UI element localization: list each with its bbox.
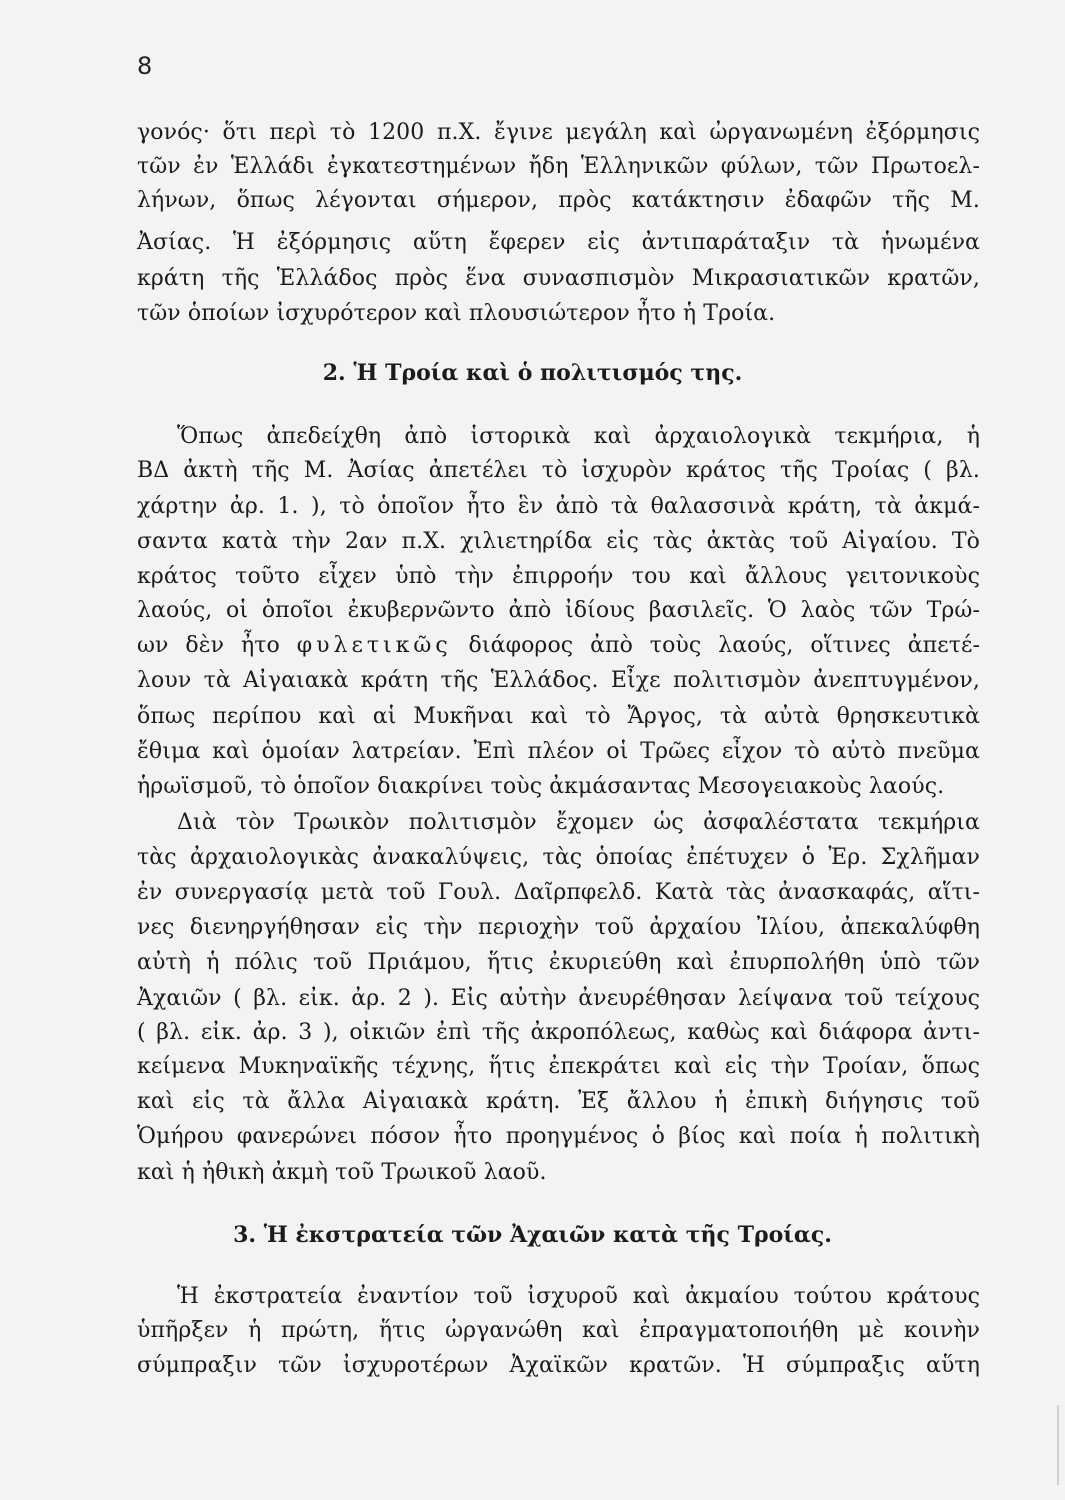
text-line: σαντα κατὰ τὴν 2αν π.Χ. χιλιετηρίδα εἰς τὰς ἀκτὰς τοῦ Αἰγαίου. Τὸ <box>137 529 980 554</box>
text-line: τῶν ἐν Ἑλλάδι ἐγκατεστημένων ἤδη Ἑλληνικῶν φύλων, τῶν Πρωτοελ- <box>137 154 980 179</box>
text-segment: ων δὲν ἦτο <box>137 633 280 658</box>
section-heading: 3. Ἡ ἐκστρατεία τῶν Ἀχαιῶν κατὰ τῆς Τροίας. <box>233 1222 832 1248</box>
text-line: γονός· ὅτι περὶ τὸ 1200 π.Χ. ἔγινε μεγάλη καὶ ὠργανωμένη ἐξόρμησις <box>137 120 980 145</box>
text-line: σύμπραξιν τῶν ἰσχυροτέρων Ἀχαϊκῶν κρατῶν. Ἡ σύμπραξις αὕτη <box>137 1353 980 1378</box>
text-line: Ὅπως ἀπεδείχθη ἀπὸ ἱστορικὰ καὶ ἀρχαιολογικὰ τεκμήρια, ἡ <box>177 424 980 449</box>
text-line: χάρτην ἀρ. 1. ), τὸ ὁποῖον ἦτο ἓν ἀπὸ τὰ θαλασσινὰ κράτη, τὰ ἀκμά- <box>137 494 980 519</box>
text-line: Ἀχαιῶν ( βλ. εἰκ. ἀρ. 2 ). Εἰς αὐτὴν ἀνευρέθησαν λείψανα τοῦ τείχους <box>137 986 980 1011</box>
page-number: 8 <box>137 52 153 80</box>
text-line: Ὁμήρου φανερώνει πόσον ἦτο προηγμένος ὁ βίος καὶ ποία ἡ πολιτικὴ <box>137 1124 980 1149</box>
text-line: κράτη τῆς Ἑλλάδος πρὸς ἕνα συνασπισμὸν Μικρασιατικῶν κρατῶν, <box>137 266 980 291</box>
text-line: τὰς ἀρχαιολογικὰς ἀνακαλύψεις, τὰς ὁποίας ἐπέτυχεν ὁ Ἐρ. Σχλῆμαν <box>137 845 980 870</box>
text-line: ὅπως περίπου καὶ αἱ Μυκῆναι καὶ τὸ Ἄργος, τὰ αὐτὰ θρησκευτικὰ <box>137 704 980 729</box>
text-line: Διὰ τὸν Τρωικὸν πολιτισμὸν ἔχομεν ὡς ἀσφαλέστατα τεκμήρια <box>177 810 980 835</box>
text-line: ἐν συνεργασίᾳ μετὰ τοῦ Γουλ. Δαῖρπφελδ. Κατὰ τὰς ἀνασκαφάς, αἵτι- <box>137 880 980 905</box>
text-line: ἔθιμα καὶ ὁμοίαν λατρείαν. Ἐπὶ πλέον οἱ Τρῶες εἶχον τὸ αὐτὸ πνεῦμα <box>137 739 980 764</box>
text-line: λαούς, οἱ ὁποῖοι ἐκυβερνῶντο ἀπὸ ἰδίους βασιλεῖς. Ὁ λαὸς τῶν Τρώ- <box>137 598 980 623</box>
emphasized-word: φυλετικῶς <box>296 633 452 658</box>
text-line: αὐτὴ ἡ πόλις τοῦ Πριάμου, ἥτις ἐκυριεύθη καὶ ἐπυρπολήθη ὑπὸ τῶν <box>137 950 980 975</box>
text-line: λουν τὰ Αἰγαιακὰ κράτη τῆς Ἑλλάδος. Εἶχε πολιτισμὸν ἀνεπτυγμένον, <box>137 668 980 693</box>
text-line: ὑπῆρξεν ἡ πρώτη, ἥτις ὠργανώθη καὶ ἐπραγματοποιήθη μὲ κοινὴν <box>137 1318 980 1343</box>
text-line: Ἡ ἐκστρατεία ἐναντίον τοῦ ἰσχυροῦ καὶ ἀκμαίου τούτου κράτους <box>177 1284 980 1309</box>
text-line: νες διενηργήθησαν εἰς τὴν περιοχὴν τοῦ ἀρχαίου Ἰλίου, ἀπεκαλύφθη <box>137 915 980 940</box>
text-line: λήνων, ὅπως λέγονται σήμερον, πρὸς κατάκτησιν ἐδαφῶν τῆς Μ. <box>137 188 980 213</box>
text-line-emphasis <box>137 629 980 663</box>
text-line: κείμενα Μυκηναϊκῆς τέχνης, ἥτις ἐπεκράτει καὶ εἰς τὴν Τροίαν, ὅπως <box>137 1054 980 1079</box>
text-segment: διάφορος ἀπὸ τοὺς λαούς, οἵτινες ἀπετέ- <box>468 633 981 658</box>
text-line: καὶ ἡ ἠθικὴ ἀκμὴ τοῦ Τρωικοῦ λαοῦ. <box>137 1160 547 1185</box>
scan-edge-mark <box>1057 1405 1059 1485</box>
text-line: ( βλ. εἰκ. ἀρ. 3 ), οἰκιῶν ἐπὶ τῆς ἀκροπόλεως, καθὼς καὶ διάφορα ἀντι- <box>137 1020 980 1045</box>
text-line: καὶ εἰς τὰ ἄλλα Αἰγαιακὰ κράτη. Ἐξ ἄλλου ἡ ἐπικὴ διήγησις τοῦ <box>137 1089 980 1114</box>
text-line: τῶν ὁποίων ἰσχυρότερον καὶ πλουσιώτερον ἦτο ἡ Τροία. <box>137 301 776 326</box>
section-heading: 2. Ἡ Τροία καὶ ὁ πολιτισμός της. <box>322 360 743 386</box>
text-line: ἡρωϊσμοῦ, τὸ ὁποῖον διακρίνει τοὺς ἀκμάσαντας Μεσογειακοὺς λαούς. <box>137 774 945 799</box>
text-line: Ἀσίας. Ἡ ἐξόρμησις αὕτη ἔφερεν εἰς ἀντιπαράταξιν τὰ ἡνωμένα <box>137 230 980 255</box>
text-line: ΒΔ ἀκτὴ τῆς Μ. Ἀσίας ἀπετέλει τὸ ἰσχυρὸν κράτος τῆς Τροίας ( βλ. <box>137 458 980 483</box>
text-line: κράτος τοῦτο εἶχεν ὑπὸ τὴν ἐπιρροήν του καὶ ἄλλους γειτονικοὺς <box>137 564 980 589</box>
